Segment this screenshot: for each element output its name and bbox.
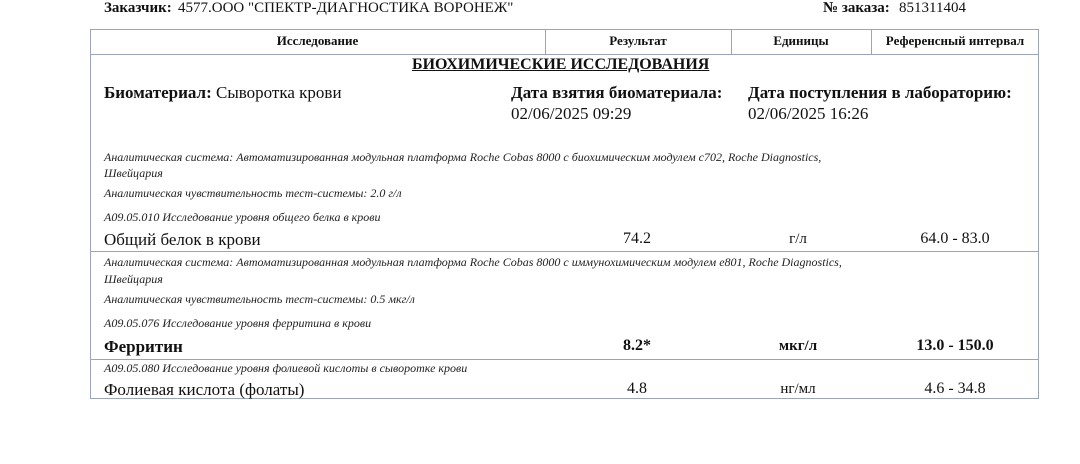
block1-code: A09.05.010 Исследование уровня общего белка в крови: [104, 210, 381, 224]
block1-sensitivity: Аналитическая чувствительность тест-системы: 2.0 г/л: [104, 186, 402, 200]
block2-reference: 13.0 - 150.0: [916, 337, 994, 354]
section-title: БИОХИМИЧЕСКИЕ ИССЛЕДОВАНИЯ: [412, 56, 710, 73]
order-number-value: 851311404: [899, 0, 966, 16]
client-value: 4577.ООО "СПЕКТР-ДИАГНОСТИКА ВОРОНЕЖ": [178, 0, 514, 16]
sample-date-value: 02/06/2025 09:29: [511, 104, 632, 123]
header-row-divider: [90, 54, 1039, 55]
block2-system-line2: Швейцария: [104, 272, 163, 286]
client-label: Заказчик:: [104, 0, 172, 16]
biomaterial-label: Биоматериал:: [104, 83, 212, 102]
biomaterial-value: Сыворотка крови: [215, 83, 342, 102]
block2-unit: мкг/л: [778, 338, 818, 354]
block3-result: 4.8: [627, 380, 647, 397]
lab-date-label: Дата поступления в лабораторию:: [748, 83, 1012, 102]
block1-unit: г/л: [789, 231, 807, 247]
order-number-label: № заказа:: [823, 0, 890, 16]
block2-system-line1: Аналитическая система: Автоматизированная модульная платформа Roche Cobas 8000 с иммунохимическим модулем e801, Roche Diagnostics,: [104, 255, 842, 269]
block1-result: 74.2: [623, 230, 651, 247]
sample-date-label: Дата взятия биоматериала:: [511, 83, 723, 102]
block1-test-name: Общий белок в крови: [104, 230, 261, 249]
col-header-study: Исследование: [276, 33, 359, 48]
block3-unit: нг/мл: [780, 381, 816, 397]
block1-system-line2: Швейцария: [104, 166, 163, 180]
block3-code: A09.05.080 Исследование уровня фолиевой кислоты в сыворотке крови: [104, 361, 468, 375]
biomaterial: [104, 83, 342, 103]
block2-result: 8.2*: [623, 337, 651, 354]
col-header-reference: Референсный интервал: [885, 33, 1025, 48]
block1-system-line1: Аналитическая система: Автоматизированная модульная платформа Roche Cobas 8000 с биохимическим модулем c702, Roche Diagnostics,: [104, 150, 822, 164]
col-header-result: Результат: [609, 33, 667, 48]
lab-date-value: 02/06/2025 16:26: [748, 104, 869, 123]
block2-divider: [90, 359, 1039, 360]
block2-test-name: Ферритин: [104, 337, 183, 356]
block3-reference: 4.6 - 34.8: [924, 380, 986, 397]
block2-sensitivity: Аналитическая чувствительность тест-системы: 0.5 мкг/л: [104, 292, 415, 306]
block3-test-name: Фолиевая кислота (фолаты): [104, 380, 305, 399]
block1-divider: [90, 251, 1039, 252]
col-header-units: Единицы: [773, 33, 829, 48]
block2-code: A09.05.076 Исследование уровня ферритина в крови: [104, 316, 372, 330]
block1-reference: 64.0 - 83.0: [920, 230, 990, 247]
